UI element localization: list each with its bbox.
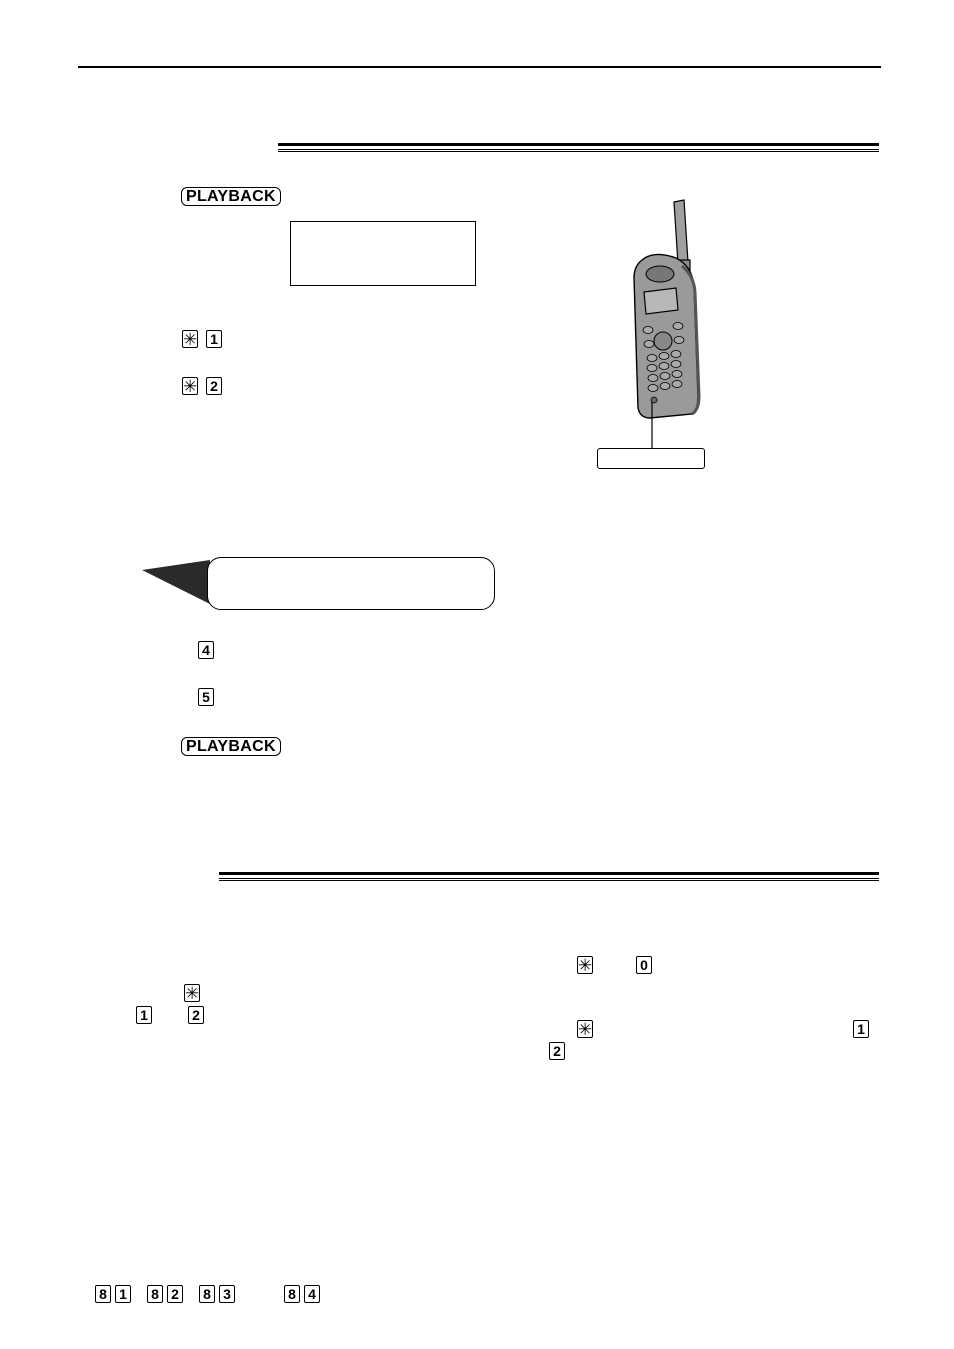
key-1[interactable]: 1 [115,1285,131,1303]
key-2[interactable]: 2 [188,1006,204,1024]
key-0[interactable]: 0 [636,956,652,974]
header-rule [78,66,881,68]
star-key[interactable]: ✳ [183,377,198,396]
key-8[interactable]: 8 [284,1285,300,1303]
playback-button[interactable]: PLAYBACK [181,187,281,206]
key-1[interactable]: 1 [136,1006,152,1024]
key-8[interactable]: 8 [95,1285,111,1303]
key-1[interactable]: 1 [853,1020,869,1038]
section-2-heading-rule [219,872,879,881]
key-8[interactable]: 8 [199,1285,215,1303]
star-key[interactable]: ✳ [185,984,200,1003]
playback-button[interactable]: PLAYBACK [181,737,281,756]
star-key[interactable]: ✳ [183,330,198,349]
key-4[interactable]: 4 [304,1285,320,1303]
star-key[interactable]: ✳ [578,956,593,975]
section-1-heading-rule [278,143,879,152]
display-box [290,221,476,286]
key-5[interactable]: 5 [198,688,214,706]
key-3[interactable]: 3 [219,1285,235,1303]
key-8[interactable]: 8 [147,1285,163,1303]
handset-illustration [596,196,712,471]
key-4[interactable]: 4 [198,641,214,659]
key-1[interactable]: 1 [206,330,222,348]
key-2[interactable]: 2 [549,1042,565,1060]
key-2[interactable]: 2 [167,1285,183,1303]
key-2[interactable]: 2 [206,377,222,395]
star-key[interactable]: ✳ [578,1020,593,1039]
tip-pointer [142,560,214,610]
tip-bubble [207,557,495,610]
handset-callout-label [597,448,705,469]
